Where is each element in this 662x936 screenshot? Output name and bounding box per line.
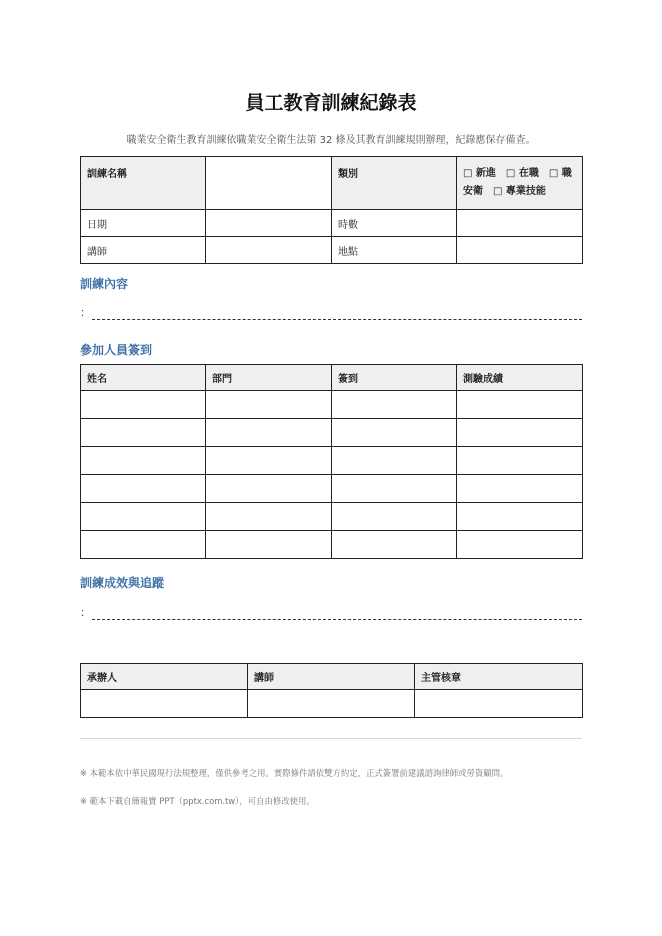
col-signature-header: 簽到: [332, 365, 457, 391]
result-line[interactable]: [80, 604, 582, 620]
score-cell[interactable]: [457, 391, 583, 419]
col-name-header: 姓名: [81, 365, 206, 391]
signoff-instructor-header: 講師: [248, 664, 415, 690]
score-cell[interactable]: [457, 503, 583, 531]
result-prefix: ：: [80, 606, 91, 619]
table-row: [81, 419, 583, 447]
signature-cell[interactable]: [332, 531, 457, 559]
location-label: 地點: [332, 237, 457, 264]
category-checkboxes[interactable]: □ 新進 □ 在職 □ 職安衛 □ 專業技能: [457, 157, 583, 210]
organizer-cell[interactable]: [81, 690, 248, 718]
hours-field[interactable]: [457, 210, 583, 237]
result-dashed-line: [92, 611, 582, 620]
signature-cell[interactable]: [332, 503, 457, 531]
name-cell[interactable]: [81, 391, 206, 419]
organizer-header: 承辦人: [81, 664, 248, 690]
instructor-label: 講師: [81, 237, 206, 264]
table-row: [81, 447, 583, 475]
department-cell[interactable]: [206, 475, 332, 503]
department-cell[interactable]: [206, 391, 332, 419]
name-cell[interactable]: [81, 447, 206, 475]
content-heading: 訓練內容: [80, 277, 129, 291]
table-row: [81, 503, 583, 531]
department-cell[interactable]: [206, 503, 332, 531]
signature-cell[interactable]: [332, 419, 457, 447]
signoff-instructor-cell[interactable]: [248, 690, 415, 718]
department-cell[interactable]: [206, 531, 332, 559]
score-cell[interactable]: [457, 531, 583, 559]
attendance-heading: 參加人員簽到: [80, 343, 153, 357]
result-heading: 訓練成效與追蹤: [80, 576, 165, 590]
location-field[interactable]: [457, 237, 583, 264]
attendance-table: [80, 364, 583, 559]
category-label: 類別: [332, 157, 457, 210]
instructor-field[interactable]: [206, 237, 332, 264]
footer-divider: [80, 738, 582, 739]
supervisor-stamp-header: 主管核章: [415, 664, 583, 690]
signature-cell[interactable]: [332, 447, 457, 475]
content-prefix: ：: [80, 306, 91, 319]
name-cell[interactable]: [81, 531, 206, 559]
department-cell[interactable]: [206, 447, 332, 475]
score-cell[interactable]: [457, 419, 583, 447]
footnote-source: ※ 範本下載自簡報寶 PPT（pptx.com.tw），可自由修改使用。: [80, 796, 315, 806]
date-label: 日期: [81, 210, 206, 237]
name-cell[interactable]: [81, 475, 206, 503]
content-dashed-line: [92, 311, 582, 320]
table-row: [81, 531, 583, 559]
training-info-table: [80, 156, 583, 264]
col-department-header: 部門: [206, 365, 332, 391]
content-line[interactable]: [80, 304, 582, 320]
footnote-disclaimer: ※ 本範本依中華民國現行法規整理，僅供參考之用。實際條件請依雙方約定，正式簽署前建議諮詢律師或勞資顧問。: [80, 768, 509, 778]
score-cell[interactable]: [457, 447, 583, 475]
signature-cell[interactable]: [332, 391, 457, 419]
signoff-table: [80, 663, 583, 718]
table-row: [81, 391, 583, 419]
col-score-header: 測驗成績: [457, 365, 583, 391]
name-cell[interactable]: [81, 503, 206, 531]
date-field[interactable]: [206, 210, 332, 237]
table-row: [81, 475, 583, 503]
hours-label: 時數: [332, 210, 457, 237]
page-subtitle: 職業安全衛生教育訓練依職業安全衛生法第 32 條及其教育訓練規則辦理，紀錄應保存備查。: [126, 135, 536, 146]
supervisor-stamp-cell[interactable]: [415, 690, 583, 718]
signature-cell[interactable]: [332, 475, 457, 503]
score-cell[interactable]: [457, 475, 583, 503]
page-title: 員工教育訓練紀錄表: [245, 92, 417, 114]
training-name-label: 訓練名稱: [81, 157, 206, 210]
name-cell[interactable]: [81, 419, 206, 447]
training-name-field[interactable]: [206, 157, 332, 210]
department-cell[interactable]: [206, 419, 332, 447]
